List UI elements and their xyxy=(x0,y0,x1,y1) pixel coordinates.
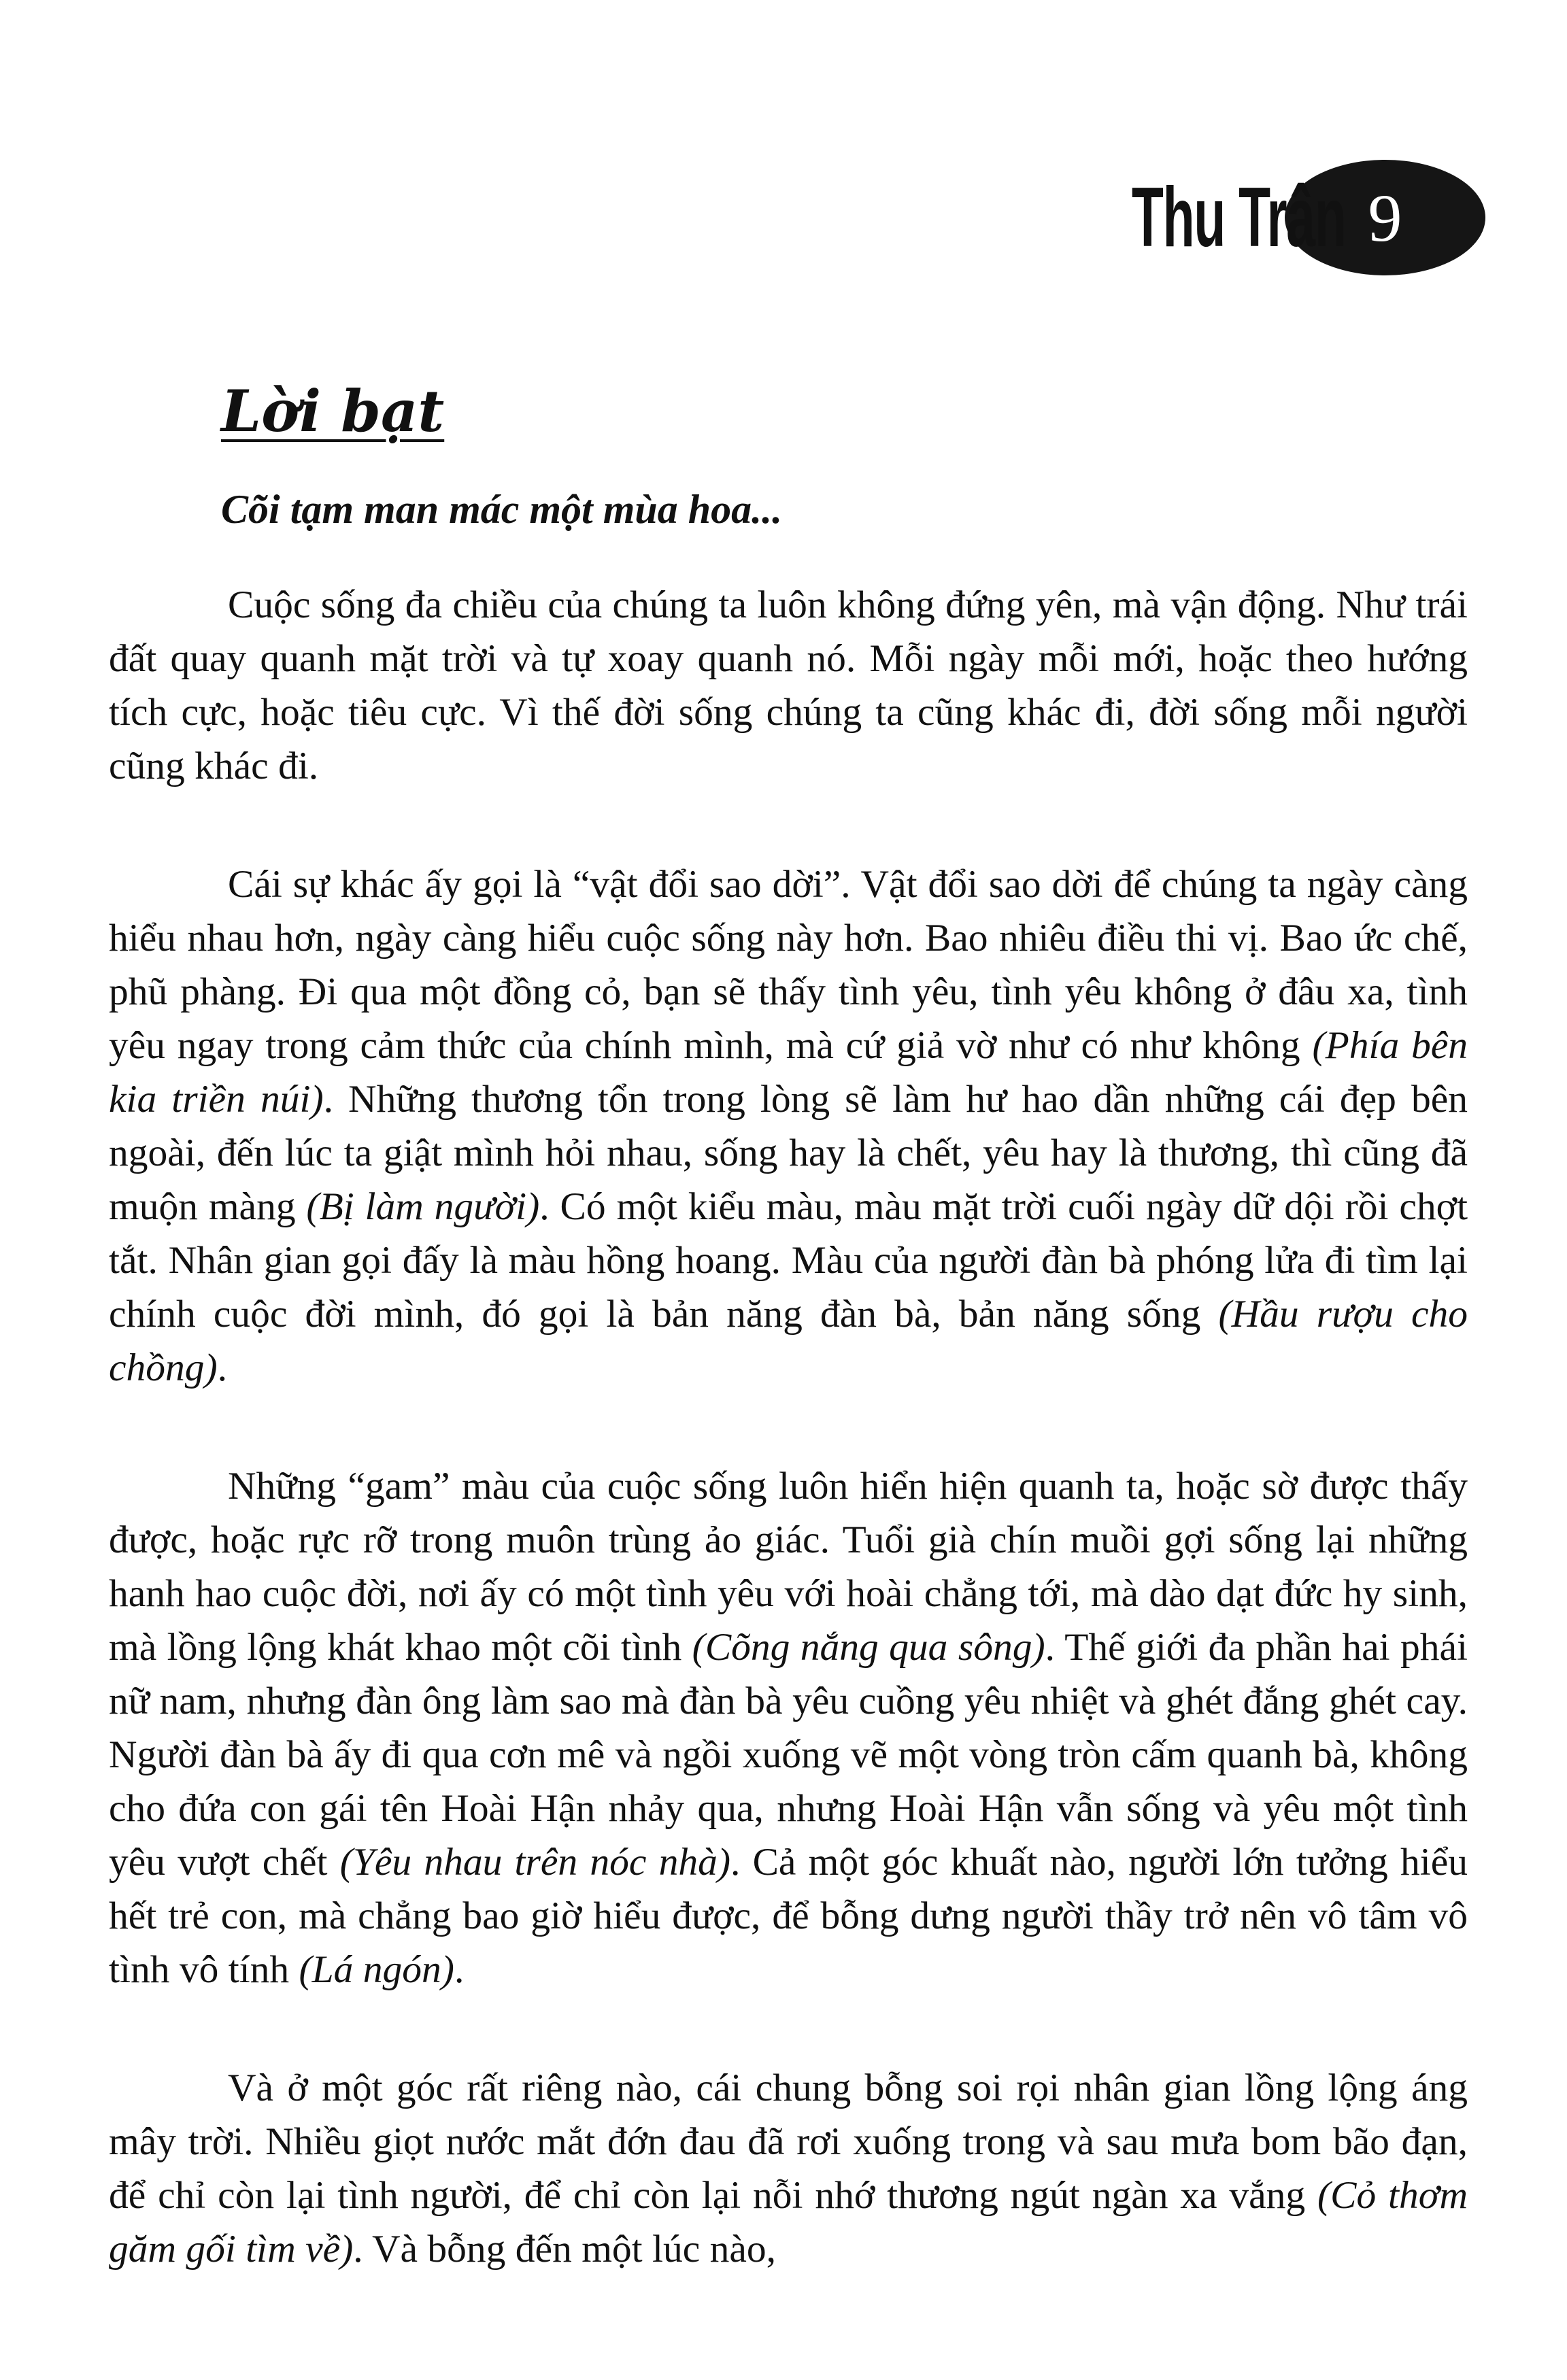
body-paragraph xyxy=(109,1459,1468,1996)
paragraph-text: . Có một kiểu màu, màu mặt trời cuối ngày dữ dội rồi chợt tắt. Nhân gian gọi đấy là màu hồng hoang. Màu của người đàn bà phóng lửa đi tìm lại chính cuộc đời mình, đó gọi là bản năng đàn bà, bản năng sống xyxy=(109,1185,1468,1336)
paragraph-text: . Những thương tổn trong lòng sẽ làm hư hao dần những cái đẹp bên ngoài, đến lúc ta giật mình hỏi nhau, sống hay là chết, yêu hay là thương, thì cũng đã muộn màng xyxy=(109,1078,1468,1228)
section-title-loi-bat: Lời bạt xyxy=(221,377,445,445)
story-title-reference: (Phía bên kia triền núi) xyxy=(109,1024,1468,1121)
story-title-reference: (Hầu rượu cho chồng) xyxy=(109,1293,1468,1389)
story-title-reference: (Cỏ thơm găm gối tìm về) xyxy=(109,2174,1468,2271)
paragraph-text: Những “gam” màu của cuộc sống luôn hiển hiện quanh ta, hoặc sờ được thấy được, hoặc rực rỡ trong muôn trùng ảo giác. Tuổi già chín muồi gợi sống lại những hanh hao cuộc đời, nơi ấy có một tình yêu với hoài chẳng tới, mà dào dạt đức hy sinh, mà lồng lộng khát khao một cõi tình xyxy=(109,1465,1468,1669)
story-title-reference: (Lá ngón) xyxy=(299,1948,454,1991)
body-paragraph xyxy=(109,857,1468,1395)
story-title-reference: (Yêu nhau trên nóc nhà) xyxy=(339,1841,730,1884)
paragraph-text: . xyxy=(217,1346,228,1389)
body-paragraph xyxy=(109,2061,1468,2276)
paragraph-text: Cái sự khác ấy gọi là “vật đổi sao dời”. Vật đổi sao dời để chúng ta ngày càng hiểu nhau hơn, ngày càng hiểu cuộc sống này hơn. Bao nhiêu điều thi vị. Bao ức chế, phũ phàng. Đi qua một đồng cỏ, bạn sẽ thấy tình yêu, tình yêu không ở đâu xa, tình yêu ngay trong cảm thức của chính mình, mà cứ giả vờ như có như không xyxy=(109,863,1468,1067)
body-paragraph xyxy=(109,578,1468,793)
story-title-reference: (Cõng nắng qua sông) xyxy=(692,1626,1045,1669)
essay-subtitle: Cõi tạm man mác một mùa hoa... xyxy=(221,487,783,532)
running-header xyxy=(1000,150,1485,286)
paragraph-text: . xyxy=(454,1948,465,1991)
paragraph-text: . Cả một góc khuất nào, người lớn tưởng hiểu hết trẻ con, mà chẳng bao giờ hiểu được, để bỗng dưng người thầy trở nên vô tâm vô tình vô tính xyxy=(109,1841,1468,1991)
paragraph-text: Và ở một góc rất riêng nào, cái chung bỗng soi rọi nhân gian lồng lộng áng mây trời. Nhiều giọt nước mắt đớn đau đã rơi xuống trong và sau mưa bom bão đạn, để chỉ còn lại tình người, để chỉ còn lại nỗi nhớ thương ngút ngàn xa vắng xyxy=(109,2067,1468,2217)
story-title-reference: (Bị làm người) xyxy=(306,1185,540,1228)
paragraph-text: . Thế giới đa phần hai phái nữ nam, nhưng đàn ông làm sao mà đàn bà yêu cuồng yêu nhiệt và ghét đắng ghét cay. Người đàn bà ấy đi qua cơn mê và ngồi xuống vẽ một vòng tròn cấm quanh bà, không cho đứa con gái tên Hoài Hận nhảy qua, nhưng Hoài Hận vẫn sống và yêu một tình yêu vượt chết xyxy=(109,1626,1468,1884)
page-number: 9 xyxy=(1368,180,1402,256)
paragraph-text: Cuộc sống đa chiều của chúng ta luôn không đứng yên, mà vận động. Như trái đất quay quanh mặt trời và tự xoay quanh nó. Mỗi ngày mỗi mới, hoặc theo hướng tích cực, hoặc tiêu cực. Vì thế đời sống chúng ta cũng khác đi, đời sống mỗi người cũng khác đi. xyxy=(109,583,1468,787)
body-text xyxy=(109,578,1468,2276)
paragraph-text: . Và bỗng đến một lúc nào, xyxy=(353,2228,777,2271)
author-name: Thu Trân xyxy=(1132,171,1346,265)
